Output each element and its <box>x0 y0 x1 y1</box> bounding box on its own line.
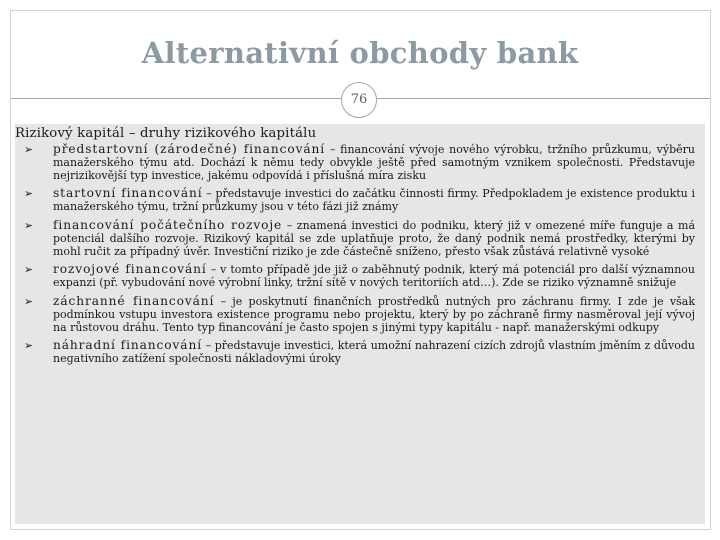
item-text: – v tomto případě jde již o zaběhnutý podnik, který má potenciál pro další významnou expanzi (př. vybudování nové výrobní linky, tržní sítě v nových teritoriích atd…). Zde se riziko významně snižuje <box>53 263 695 290</box>
item-term: záchranné financování <box>53 293 215 308</box>
item-text: – je poskytnutí finančních prostředků nutných pro záchranu firmy. I zde je však podmínkou vstupu investora existence programu nebo projektu, který by po záchraně firmy nasměroval její vývoj na růstovou dráhu. Tento typ financování je často spojen s jinými typy kapitálu - např. manažerskými odkupy <box>53 294 696 334</box>
page-number-badge: 76 <box>341 82 377 118</box>
list-item <box>15 295 695 334</box>
item-term: náhradní financování <box>53 338 203 353</box>
content-heading: Rizikový kapitál – druhy rizikového kapitálu <box>15 126 317 141</box>
arrow-bullet-icon: ➢ <box>24 339 34 353</box>
item-text: – znamená investici do podniku, který již v omezené míře funguje a má potenciál dalšího rozvoje. Rizikový kapitál se zde uplatňuje proto, že daný podnik nemá prostředky, kterými by mohl ručit za případný úvěr. Investiční riziko je zde částečně sníženo, přesto však zůstává relativně vysoké <box>53 218 696 258</box>
item-term: startovní financování <box>53 186 203 201</box>
item-text: – financování vývoje nového výrobku, tržního průzkumu, výběru manažerského týmu atd. Dochází k němu tedy obvykle ještě před samotným vznikem společnosti. Představuje nejrizikovější typ investice, jakému odpovídá i příslušná míra zisku <box>53 143 696 182</box>
list-item <box>15 187 695 214</box>
item-text: – představuje investici, která umožní nahrazení cizích zdrojů vlastním jměním z důvodu negativního zatížení společnosti nákladovými úroky <box>53 339 696 366</box>
arrow-bullet-icon: ➢ <box>24 187 34 201</box>
list-item <box>15 143 695 182</box>
arrow-bullet-icon: ➢ <box>24 143 34 156</box>
slide-title: Alternativní obchody bank <box>141 36 579 70</box>
arrow-bullet-icon: ➢ <box>24 218 34 232</box>
bullet-list <box>15 143 695 371</box>
list-item <box>15 219 695 258</box>
item-term: rozvojové financování <box>53 262 207 277</box>
item-term: financování počátečního rozvoje <box>53 217 283 232</box>
item-text: – představuje investici do začátku činnosti firmy. Předpokladem je existence produktu i manažerského týmu, tržní průzkumy jsou v této fázi již známy <box>53 187 695 214</box>
arrow-bullet-icon: ➢ <box>24 294 34 308</box>
item-term: předstartovní (zárodečné) financování <box>53 142 326 156</box>
arrow-bullet-icon: ➢ <box>24 263 34 277</box>
list-item <box>15 263 695 290</box>
content-panel <box>15 124 705 524</box>
list-item <box>15 339 695 366</box>
